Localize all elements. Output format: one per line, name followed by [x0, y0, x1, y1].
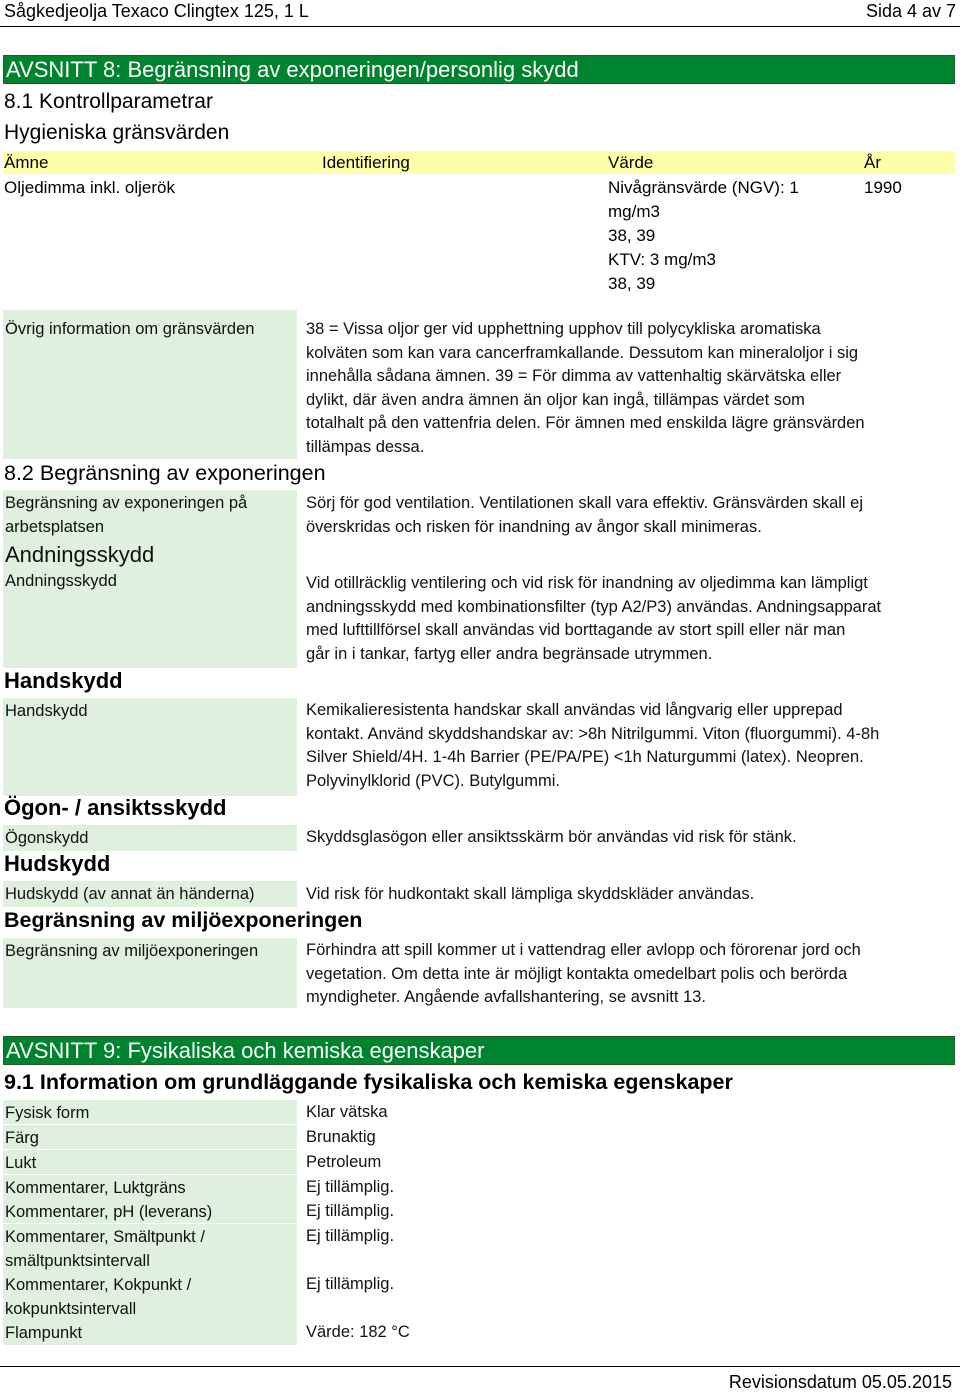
- section-8-title: AVSNITT 8: Begränsning av exponeringen/personlig skydd: [3, 55, 955, 84]
- label-line: Begränsning av exponeringen på: [5, 494, 248, 512]
- text-line: innehålla sådana ämnen. 39 = För dimma av vattenhaltig skärvätska eller: [306, 367, 842, 385]
- footer-divider: [0, 1366, 960, 1367]
- skin-protection-label: Hudskydd (av annat än händerna): [3, 881, 297, 907]
- property-label: Fysisk form: [3, 1100, 297, 1124]
- property-label: Lukt: [3, 1150, 297, 1174]
- label-line: Kommentarer, Kokpunkt /: [5, 1276, 192, 1294]
- column-header-year: År: [864, 153, 881, 172]
- eye-protection-label: Ögonskydd: [3, 825, 297, 851]
- limits-row-substance: Oljedimma inkl. oljerök: [4, 178, 175, 197]
- property-value: Brunaktig: [306, 1128, 376, 1146]
- eye-protection-heading: Ögon- / ansiktsskydd: [4, 795, 227, 820]
- text-line: vegetation. Om detta inte är möjligt kontakta omedelbart polis och berörda: [306, 964, 848, 983]
- section-9-title: AVSNITT 9: Fysikaliska och kemiska egenskaper: [3, 1036, 955, 1065]
- hand-protection-text: [306, 699, 951, 793]
- text-line: totalhalt på den vattenfria delen. För ämnen med enskilda lägre gränsvärden: [306, 414, 865, 432]
- other-info-label: Övrig information om gränsvärden: [3, 310, 297, 459]
- text-line: andningsskydd med kombinationsfilter (typ A2/P3) användas. Andningsapparat: [306, 597, 882, 616]
- label-line: smältpunktsintervall: [5, 1251, 150, 1270]
- text-line: Kemikalieresistenta handskar skall användas vid långvarig eller upprepad: [306, 701, 843, 719]
- label-line: arbetsplatsen: [5, 517, 105, 536]
- text-line: kontakt. Använd skyddshandskar av: >8h Nitrilgummi. Viton (fluorgummi). 4-8h: [306, 724, 880, 743]
- limits-row-year: 1990: [864, 178, 902, 197]
- respiratory-text: [306, 572, 951, 666]
- column-header-identification: Identifiering: [322, 153, 410, 172]
- value-line: 38, 39: [608, 226, 656, 245]
- subsection-9-1-title: 9.1 Information om grundläggande fysikaliska och kemiska egenskaper: [4, 1070, 733, 1094]
- property-value: Ej tillämplig.: [306, 1227, 395, 1245]
- text-line: 38 = Vissa oljor ger vid upphettning upphov till polycykliska aromatiska: [306, 320, 821, 338]
- respiratory-block: [3, 540, 297, 668]
- hand-protection-label: Handskydd: [3, 698, 297, 796]
- other-info-text: [306, 318, 951, 459]
- limits-row-value: [608, 176, 799, 296]
- text-line: myndigheter. Angående avfallshantering, se avsnitt 13.: [306, 988, 706, 1006]
- label-line: kokpunktsintervall: [5, 1299, 137, 1318]
- workplace-label: [3, 490, 297, 540]
- property-label: [3, 1272, 297, 1320]
- property-label: Kommentarer, pH (leverans): [3, 1199, 297, 1223]
- column-header-substance: Ämne: [4, 153, 49, 172]
- subsection-8-2-title: 8.2 Begränsning av exponeringen: [4, 461, 326, 485]
- property-label: [3, 1224, 297, 1272]
- text-line: Silver Shield/4H. 1-4h Barrier (PE/PA/PE) <1h Naturgummi (latex). Neopren.: [306, 748, 864, 766]
- header-divider: [0, 26, 960, 27]
- column-header-value: Värde: [608, 153, 654, 172]
- document-title: Sågkedjeolja Texaco Clingtex 125, 1 L: [4, 1, 309, 21]
- skin-protection-text: Vid risk för hudkontakt skall lämpliga skyddskläder användas.: [306, 885, 755, 903]
- revision-date: Revisionsdatum 05.05.2015: [728, 1372, 952, 1392]
- text-line: kolväten som kan vara cancerframkallande. Dessutom kan mineraloljor i sig: [306, 343, 859, 362]
- property-label: Kommentarer, Luktgräns: [3, 1175, 297, 1199]
- environment-label: Begränsning av miljöexponeringen: [3, 938, 297, 1008]
- text-line: Förhindra att spill kommer ut i vattendrag eller avlopp och förorenar jord och: [306, 941, 861, 959]
- property-value: Petroleum: [306, 1153, 382, 1171]
- property-value: Klar vätska: [306, 1103, 388, 1121]
- property-value: Värde: 182 °C: [306, 1323, 410, 1341]
- label-line: Kommentarer, Smältpunkt /: [5, 1228, 205, 1246]
- text-line: med lufttillförsel skall användas vid borttagande av stort spill eller när man: [306, 621, 846, 639]
- value-line: KTV: 3 mg/m3: [608, 250, 717, 269]
- respiratory-heading: Andningsskydd: [5, 542, 155, 567]
- value-line: 38, 39: [608, 274, 656, 293]
- skin-protection-heading: Hudskydd: [4, 851, 111, 876]
- value-line: Nivågränsvärde (NGV): 1: [608, 178, 799, 197]
- page-number: Sida 4 av 7: [865, 1, 956, 21]
- property-value: Ej tillämplig.: [306, 1178, 395, 1196]
- property-value: Ej tillämplig.: [306, 1275, 395, 1293]
- text-line: Sörj för god ventilation. Ventilationen skall vara effektiv. Gränsvärden skall ej: [306, 494, 864, 512]
- value-line: mg/m3: [608, 202, 660, 221]
- limits-table-header: [3, 151, 955, 174]
- text-line: dylikt, där även andra ämnen än oljor kan ingå, tillämpas värdet som: [306, 390, 805, 409]
- text-line: Vid otillräcklig ventilering och vid risk för inandning av oljedimma kan lämpligt: [306, 574, 868, 592]
- exposure-limits-title: Hygieniska gränsvärden: [4, 121, 230, 144]
- text-line: Polyvinylklorid (PVC). Butylgummi.: [306, 771, 560, 790]
- hand-protection-heading: Handskydd: [4, 668, 123, 693]
- text-line: går in i tankar, fartyg eller andra begränsade utrymmen.: [306, 644, 713, 663]
- property-label: Färg: [3, 1125, 297, 1149]
- environment-heading: Begränsning av miljöexponeringen: [4, 908, 363, 932]
- subsection-8-1-title: 8.1 Kontrollparametrar: [4, 90, 213, 113]
- property-label: Flampunkt: [3, 1320, 297, 1345]
- text-line: överskridas och risken för inandning av ångor skall minimeras.: [306, 517, 762, 536]
- text-line: tillämpas dessa.: [306, 437, 425, 456]
- property-value: Ej tillämplig.: [306, 1202, 395, 1220]
- environment-text: [306, 939, 951, 1010]
- eye-protection-text: Skyddsglasögon eller ansiktsskärm bör användas vid risk för stänk.: [306, 828, 797, 846]
- workplace-text: [306, 492, 951, 539]
- respiratory-label: Andningsskydd: [5, 572, 117, 590]
